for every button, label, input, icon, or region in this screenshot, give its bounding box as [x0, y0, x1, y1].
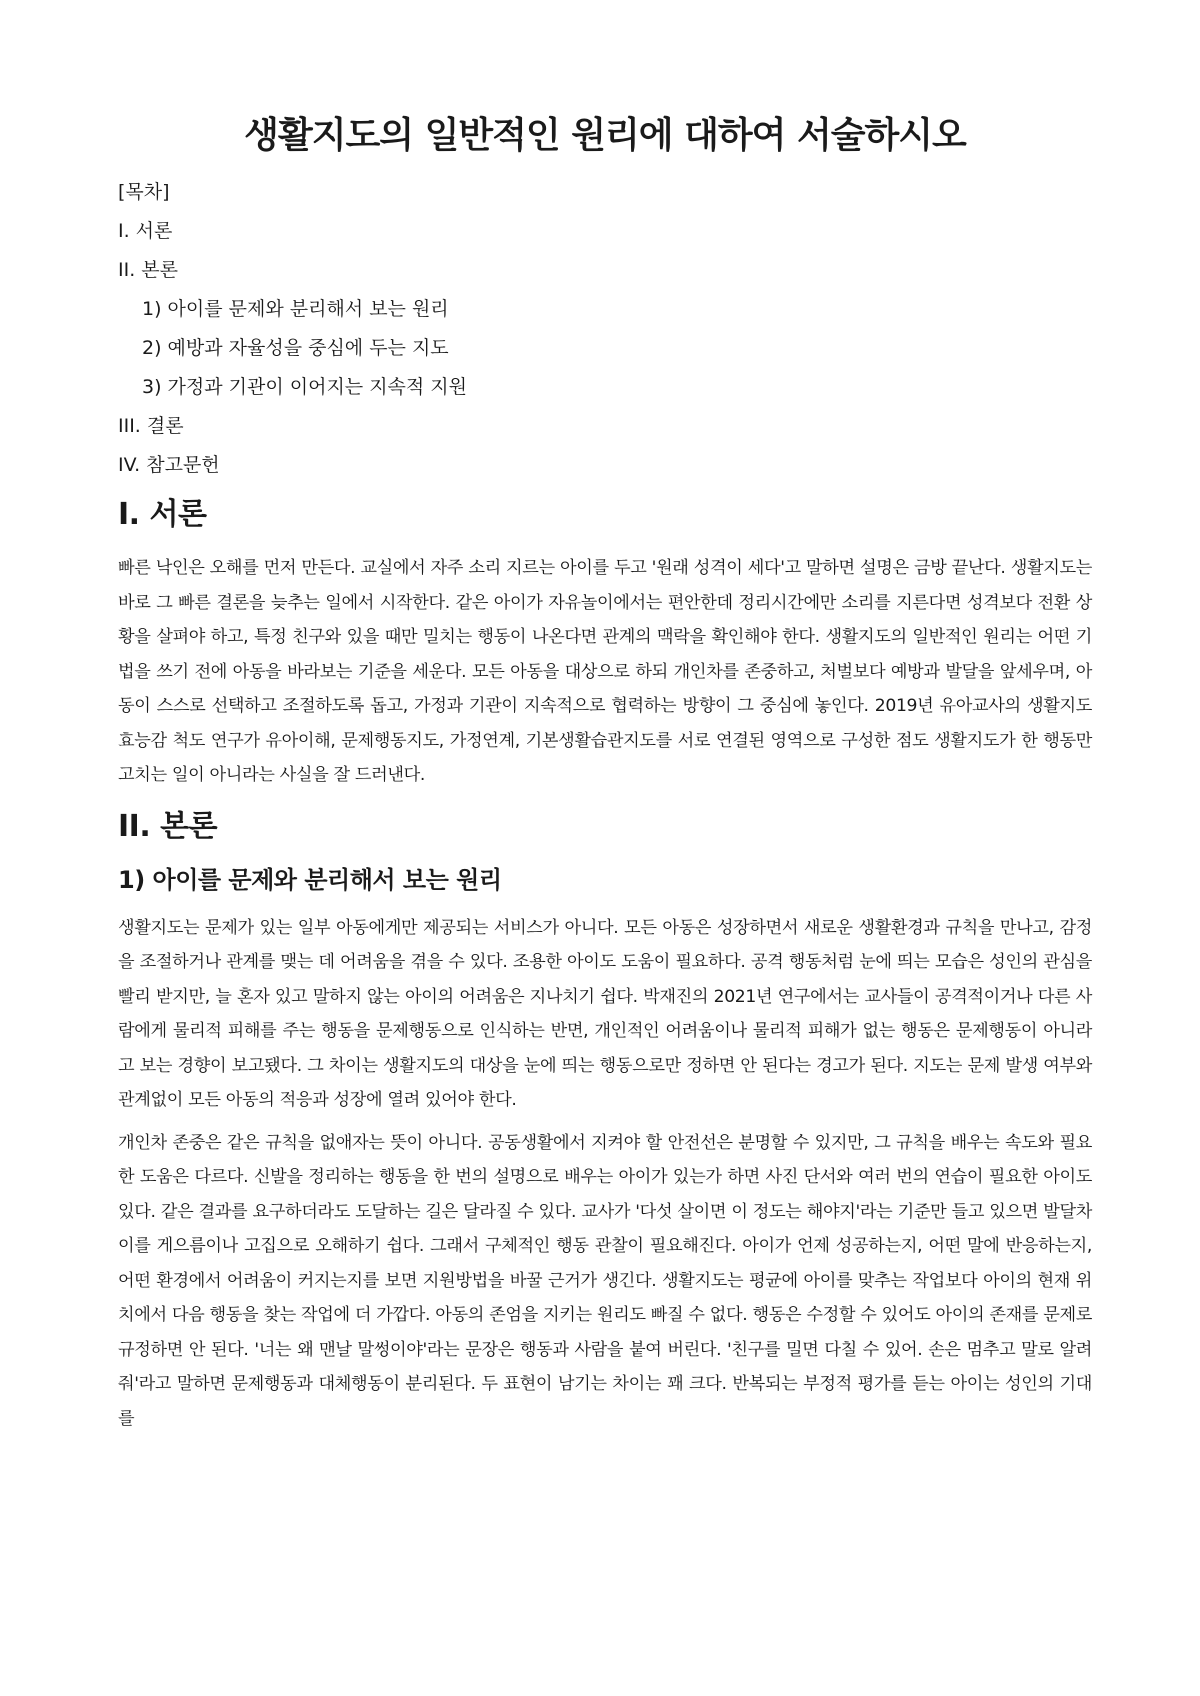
document-title: 생활지도의 일반적인 원리에 대하여 서술하시오: [244, 115, 966, 156]
toc-heading: [목차]: [118, 181, 170, 203]
body-paragraph: 생활지도는 문제가 있는 일부 아동에게만 제공되는 서비스가 아니다. 모든 아동은 성장하면서 새로운 생활환경과 규칙을 만나고, 감정을 조절하거나 관계를 맺는 데 어려움을 겪을 수 있다. 조용한 아이도 도움이 필요하다. 공격 행동처럼 눈에 띄는 모습은 성인의 관심을 빨리 받지만, 늘 혼자 있고 말하지 않는 아이의 어려움은 지나치기 쉽다. 박재진의 2021년 연구에서는 교사들이 공격적이거나 다른 사람에게 물리적 피해를 주는 행동을 문제행동으로 인식하는 반면, 개인적인 어려움이나 물리적 피해가 없는 행동은 문제행동이 아니라고 보는 경향이 보고됐다. 그 차이는 생활지도의 대상을 눈에 띄는 행동으로만 정하면 안 된다는 경고가 된다. 지도는 문제 발생 여부와 관계없이 모든 아동의 적응과 성장에 열려 있어야 한다.: [118, 917, 1092, 1110]
subsection-heading: 1) 아이를 문제와 분리해서 보는 원리: [118, 865, 502, 894]
body-paragraph: 개인차 존중은 같은 규칙을 없애자는 뜻이 아니다. 공동생활에서 지켜야 할 안전선은 분명할 수 있지만, 그 규칙을 배우는 속도와 필요한 도움은 다르다. 신발을 정리하는 행동을 한 번의 설명으로 배우는 아이가 있는가 하면 사진 단서와 여러 번의 연습이 필요한 아이도 있다. 같은 결과를 요구하더라도 도달하는 길은 달라질 수 있다. 교사가 '다섯 살이면 이 정도는 해야지'라는 기준만 들고 있으면 발달차이를 게으름이나 고집으로 오해하기 쉽다. 그래서 구체적인 행동 관찰이 필요해진다. 아이가 언제 성공하는지, 어떤 말에 반응하는지, 어떤 환경에서 어려움이 커지는지를 보면 지원방법을 바꿀 근거가 생긴다. 생활지도는 평균에 아이를 맞추는 작업보다 아이의 현재 위치에서 다음 행동을 찾는 작업에 더 가깝다. 아동의 존엄을 지키는 원리도 빠질 수 없다. 행동은 수정할 수 있어도 아이의 존재를 문제로 규정하면 안 된다. '너는 왜 맨날 말썽이야'라는 문장은 행동과 사람을 붙여 버린다. '친구를 밀면 다칠 수 있어. 손은 멈추고 말로 알려줘'라고 말하면 문제행동과 대체행동이 분리된다. 두 표현이 남기는 차이는 꽤 크다. 반복되는 부정적 평가를 듣는 아이는 성인의 기대를: [118, 1132, 1092, 1429]
section-heading: II. 본론: [118, 808, 218, 844]
body-paragraph: 빠른 낙인은 오해를 먼저 만든다. 교실에서 자주 소리 지르는 아이를 두고 '원래 성격이 세다'고 말하면 설명은 금방 끝난다. 생활지도는 바로 그 빠른 결론을 늦추는 일에서 시작한다. 같은 아이가 자유놀이에서는 편안한데 정리시간에만 소리를 지른다면 성격보다 전환 상황을 살펴야 하고, 특정 친구와 있을 때만 밀치는 행동이 나온다면 관계의 맥락을 확인해야 한다. 생활지도의 일반적인 원리는 어떤 기법을 쓰기 전에 아동을 바라보는 기준을 세운다. 모든 아동을 대상으로 하되 개인차를 존중하고, 처벌보다 예방과 발달을 앞세우며, 아동이 스스로 선택하고 조절하도록 돕고, 가정과 기관이 지속적으로 협력하는 방향이 그 중심에 놓인다. 2019년 유아교사의 생활지도 효능감 척도 연구가 유아이해, 문제행동지도, 가정연계, 기본생활습관지도를 서로 연결된 영역으로 구성한 점도 생활지도가 한 행동만 고치는 일이 아니라는 사실을 잘 드러낸다.: [118, 558, 1092, 785]
toc-item: I. 서론: [118, 220, 173, 242]
toc-item: III. 결론: [118, 415, 184, 437]
toc-item: IV. 참고문헌: [118, 454, 220, 476]
toc-subitem: 1) 아이를 문제와 분리해서 보는 원리: [142, 298, 449, 320]
document-page: [118, 112, 1092, 1444]
section-heading: I. 서론: [118, 497, 207, 532]
toc-subitem: 2) 예방과 자율성을 중심에 두는 지도: [142, 337, 449, 359]
toc-subitem: 3) 가정과 기관이 이어지는 지속적 지원: [142, 376, 468, 398]
intro-section: [118, 495, 1092, 793]
toc-item: II. 본론: [118, 259, 178, 281]
table-of-contents: [118, 180, 1092, 477]
main-section: [118, 807, 1092, 1437]
